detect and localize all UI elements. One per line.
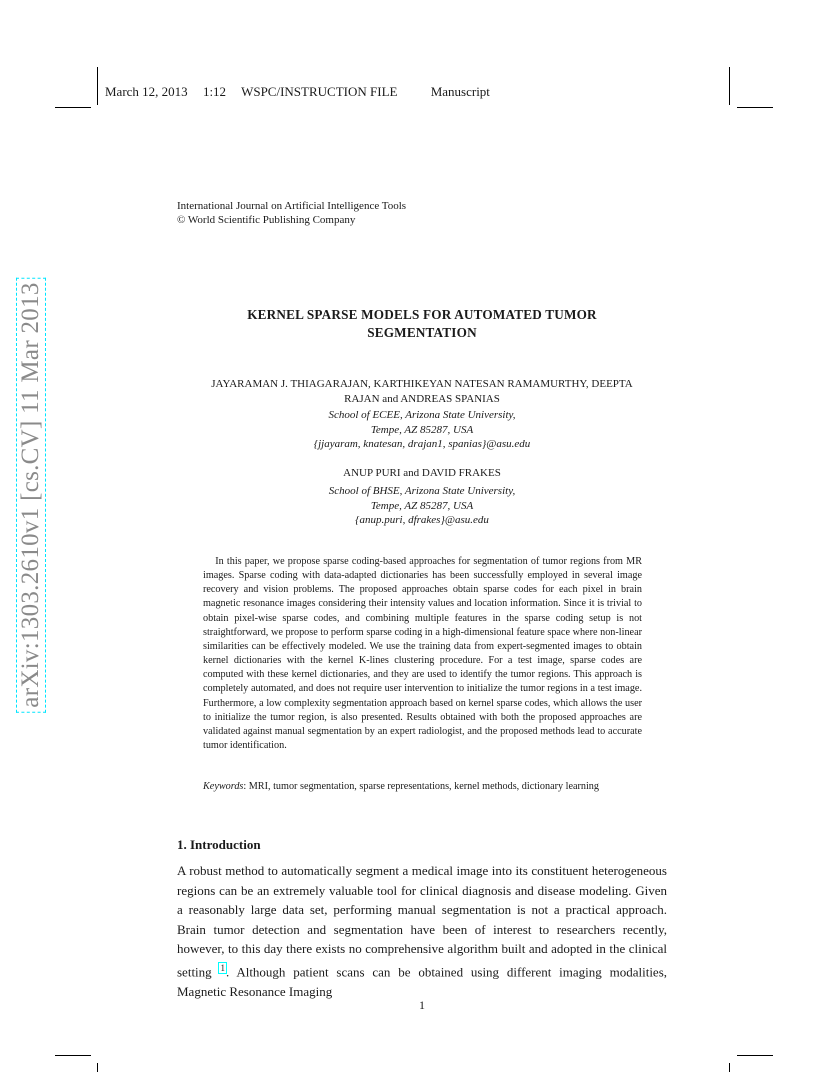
crop-mark — [97, 67, 98, 105]
crop-mark — [55, 1055, 91, 1056]
abstract: In this paper, we propose sparse coding-based approaches for segmentation of tumor regions from MR images. Sparse coding with data-adapted dictionaries has been successfully employed in several image recovery and vision problems. The proposed approaches obtain sparse codes for each pixel in brain magnetic resonance images considering their intensity values and location information. Since it is trivial to obtain pixel-wise sparse codes, and combining multiple features in the sparse coding setup is not straightforward, we propose to perform sparse coding in a high-dimensional feature space where non-linear similarities can be effectively modeled. We use the training data from expert-segmented images to obtain kernel dictionaries with the kernel K-lines clustering procedure. For a test image, sparse codes are computed with these kernel dictionaries, and they are used to identify the tumor regions. This approach is completely automated, and does not require user intervention to initialize the tumor regions in a test image. Furthermore, a low complexity segmentation approach based on kernel sparse codes, which allows the user to initialize the tumor region, is also presented. Results obtained with both the proposed approaches are validated against manual segmentation by an expert radiologist, and the proposed methods lead to accurate tumor identification. — [203, 556, 642, 752]
keywords — [203, 780, 642, 794]
crop-mark — [55, 107, 91, 108]
crop-mark — [97, 1063, 98, 1072]
affiliation-emails[interactable]: {anup.puri, dfrakes}@asu.edu — [355, 514, 489, 526]
crop-mark — [737, 1055, 773, 1056]
journal-name: International Journal on Artificial Intelligence Tools — [177, 200, 407, 212]
affiliation-1 — [177, 408, 667, 452]
affiliation-city: Tempe, AZ 85287, USA — [370, 423, 474, 436]
journal-info — [177, 199, 406, 227]
paper-title — [177, 306, 667, 342]
title-line: KERNEL SPARSE MODELS FOR AUTOMATED TUMOR — [247, 307, 597, 322]
affiliation-school: School of ECEE, Arizona State University, — [328, 409, 516, 421]
header-time: 1:12 — [202, 84, 227, 99]
affiliation-emails[interactable]: {jjayaram, knatesan, drajan1, spanias}@asu.edu — [313, 438, 531, 450]
journal-copyright: © World Scientific Publishing Company — [177, 214, 356, 226]
crop-mark — [737, 107, 773, 108]
author-line: JAYARAMAN J. THIAGARAJAN, KARTHIKEYAN NATESAN RAMAMURTHY, DEEPTA — [211, 378, 633, 390]
intro-paragraph — [177, 861, 667, 1001]
arxiv-stamp[interactable] — [16, 260, 46, 730]
title-line: SEGMENTATION — [367, 325, 477, 340]
intro-text: A robust method to automatically segment a medical image into its constituent heterogeneous regions can be an extremely valuable tool for clinical diagnosis and disease modeling. Given a reasonably large data set, performing manual segmentation is not a practical approach. Brain tumor detection and segmentation have been of interest to researchers recently, however, to this day there exists no comprehensive algorithm built and adopted in the clinical setting — [177, 863, 667, 980]
affiliation-city: Tempe, AZ 85287, USA — [370, 499, 474, 512]
author-list-2 — [177, 466, 667, 481]
intro-text: . Although patient scans can be obtained using different imaging modalities, Magnetic Resonance Imaging — [177, 964, 668, 999]
affiliation-2 — [177, 484, 667, 528]
author-list-1 — [177, 377, 667, 406]
header-date: March 12, 2013 — [105, 84, 188, 99]
crop-mark — [729, 67, 730, 105]
section-heading: 1. Introduction — [177, 837, 261, 852]
affiliation-school: School of BHSE, Arizona State University, — [328, 485, 516, 497]
citation-link[interactable]: 1 — [220, 962, 225, 973]
keywords-label: Keywords — [203, 781, 244, 792]
arxiv-stamp-text[interactable]: arXiv:1303.2610v1 [cs.CV] 11 Mar 2013 — [17, 278, 45, 711]
page-number: 1 — [419, 998, 425, 1012]
author-line: RAJAN and ANDREAS SPANIAS — [344, 392, 500, 405]
header-label: Manuscript — [430, 84, 490, 99]
keywords-list: : MRI, tumor segmentation, sparse representations, kernel methods, dictionary learning — [243, 781, 599, 792]
author-line: ANUP PURI and DAVID FRAKES — [343, 467, 501, 479]
header-file: WSPC/INSTRUCTION FILE — [241, 84, 398, 99]
running-header — [105, 84, 502, 100]
crop-mark — [729, 1063, 730, 1072]
